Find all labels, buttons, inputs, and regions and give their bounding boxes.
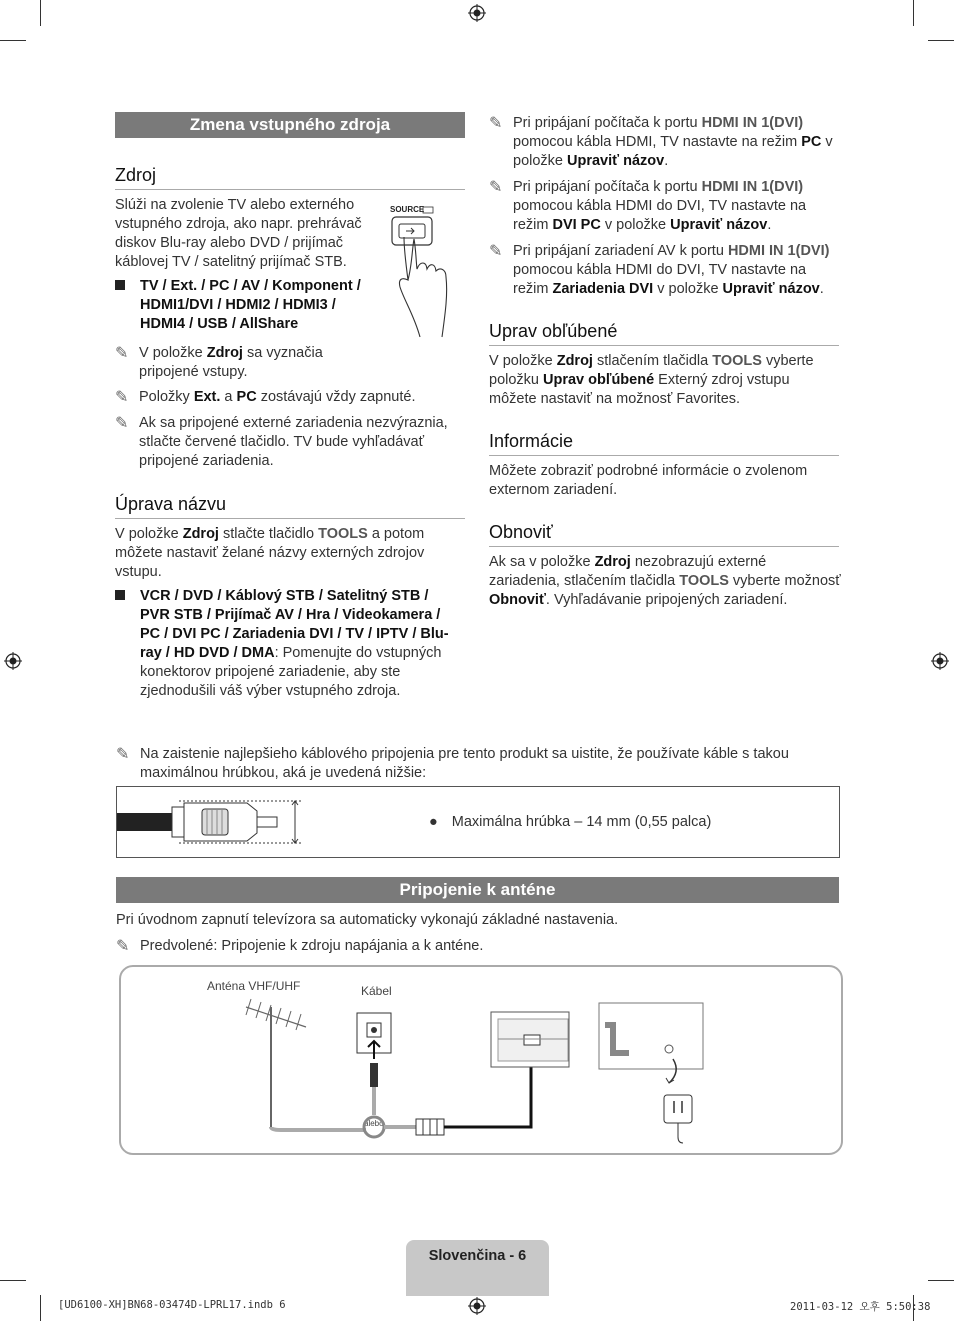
note-cable-thickness: [116, 745, 816, 783]
label-cable: Kábel: [361, 984, 392, 998]
page-number-label: Slovenčina - 6: [428, 1248, 527, 1264]
pencil-note-icon: ✎: [115, 389, 129, 406]
note-text: zostávajú vždy zapnuté.: [256, 389, 416, 405]
obnovit-paragraph: [489, 553, 841, 610]
zdroj-intro: Slúži na zvolenie TV alebo externého vstupného zdroja, ako napr. prehrávač diskov Blu-ray alebo DVD / prijímač káblovej TV / satelitný prijímač STB.: [115, 197, 362, 270]
menu-item-name: Upraviť názov: [567, 153, 665, 169]
note-text: a: [220, 389, 237, 405]
pencil-note-icon: ✎: [115, 415, 129, 432]
note-bold-pc: PC: [236, 389, 257, 405]
page-number-tab: [406, 1240, 549, 1296]
antenna-diagram-box: [119, 965, 843, 1155]
registration-mark-icon: [4, 652, 22, 670]
paragraph-text: . Vyhľadávanie pripojených zariadení.: [545, 592, 788, 608]
antenna-connection-diagram: [121, 967, 837, 1149]
registration-mark-icon: [468, 1297, 486, 1315]
port-name: HDMI IN 1(DVI): [727, 243, 830, 259]
paragraph-text: V položke: [489, 353, 557, 369]
menu-item-name: Upraviť názov: [670, 217, 768, 233]
note-hdmi-pc: [489, 114, 841, 171]
note-text: .: [664, 153, 669, 169]
pencil-note-icon: ✎: [489, 179, 503, 196]
source-button-illustration: [390, 205, 465, 340]
section-title-input-source: Zmena vstupného zdroja: [115, 112, 465, 138]
device-names-bullet: [115, 587, 455, 701]
source-list-bullet: [115, 277, 375, 334]
heading-zdroj: Zdroj: [115, 165, 465, 190]
note-text: Predvolené: Pripojenie k zdroju napájania a k anténe.: [140, 938, 484, 954]
hdmi-notes: [489, 114, 841, 299]
note-text: .: [819, 281, 824, 297]
bold-zdroj: Zdroj: [556, 353, 593, 369]
paragraph-text: a potom môžete nastaviť želané názvy externých zdrojov vstupu.: [115, 526, 425, 580]
bold-tools: TOOLS: [712, 353, 762, 369]
note-text: Pri pripájaní počítača k portu: [513, 115, 702, 131]
note-text: sa vyznačia pripojené vstupy.: [139, 345, 323, 380]
bullet-dot-icon: ●: [429, 814, 438, 830]
heading-informacie: Informácie: [489, 431, 839, 456]
bold-zdroj: Zdroj: [182, 526, 219, 542]
note-text: pomocou kábla HDMI do DVI, TV nastavte na režim: [513, 198, 807, 233]
note-text: Ak sa pripojené externé zariadenia nezvýraznia, stlačte červené tlačidlo. TV bude vyhľadávať pripojené zariadenia.: [139, 415, 448, 469]
crop-mark: [40, 1295, 41, 1321]
pencil-note-icon: ✎: [489, 115, 503, 132]
footer-file-name: [UD6100-XH]BN68-03474D-LPRL17.indb 6: [58, 1299, 286, 1311]
informacie-paragraph: Môžete zobraziť podrobné informácie o zvolenom externom zariadení.: [489, 463, 808, 498]
cable-spec-item: [429, 813, 711, 832]
note-bold-zdroj: Zdroj: [206, 345, 243, 361]
antenna-icon: [246, 999, 366, 1130]
note-bold-ext: Ext.: [193, 389, 221, 405]
menu-item-name: Upraviť názov: [722, 281, 820, 297]
note-text: .: [767, 217, 772, 233]
mode-name: DVI PC: [552, 217, 601, 233]
note-hdmi-dvi-pc: [489, 178, 841, 235]
paragraph-text: V položke: [115, 526, 183, 542]
crop-mark: [928, 1280, 954, 1281]
hand-pressing-button-icon: [390, 205, 465, 340]
port-name: HDMI IN 1(DVI): [701, 179, 804, 195]
crop-mark: [0, 40, 26, 41]
bullet-square-icon: [115, 280, 125, 290]
paragraph-text: stlačením tlačidla: [592, 353, 713, 369]
uprava-paragraph: [115, 525, 435, 582]
cable-spec-text: Maximálna hrúbka – 14 mm (0,55 palca): [451, 814, 712, 830]
note-default-connection: [116, 937, 839, 956]
cable-spec-box: [116, 786, 840, 858]
footer-timestamp: 2011-03-12 오후 5:50:38: [790, 1301, 931, 1313]
bold-obnovit: Obnoviť: [489, 592, 546, 608]
crop-mark: [913, 0, 914, 26]
bold-zdroj: Zdroj: [594, 554, 631, 570]
heading-uprava-nazvu: Úprava názvu: [115, 494, 465, 519]
note-text: Pri pripájaní počítača k portu: [513, 179, 702, 195]
pencil-note-icon: ✎: [489, 243, 503, 260]
bullet-square-icon: [115, 590, 125, 600]
crop-mark: [40, 0, 41, 26]
port-name: HDMI IN 1(DVI): [701, 115, 804, 131]
note-hdmi-dvi-av: [489, 242, 841, 299]
pencil-note-icon: ✎: [115, 345, 129, 362]
mode-name: PC: [801, 134, 822, 150]
note-text: v položke: [600, 217, 671, 233]
paragraph-text: Externý zdroj vstupu môžete nastaviť na možnosť Favorites.: [489, 372, 790, 407]
heading-obnovit: Obnoviť: [489, 522, 839, 547]
note-red-button: [115, 414, 465, 471]
label-or: alebo: [364, 1119, 384, 1128]
bold-uprav-oblubene: Uprav obľúbené: [543, 372, 655, 388]
heading-uprav-oblubene: Uprav obľúbené: [489, 321, 839, 346]
crop-mark: [0, 1280, 26, 1281]
pencil-note-icon: ✎: [116, 938, 130, 955]
device-names-description: : Pomenujte do vstupných konektorov pripojené zariadenie, aby ste zjednodušili váš výber vstupného zdroja.: [140, 645, 442, 699]
antenna-intro: Pri úvodnom zapnutí televízora sa automaticky vykonajú základné nastavenia.: [116, 912, 619, 928]
note-text: Na zaistenie najlepšieho káblového pripojenia pre tento produkt sa uistite, že používate káble s takou maximálnou hrúbkou, aká je uvedená nižšie:: [140, 746, 789, 781]
paragraph-text: Ak sa v položke: [489, 554, 595, 570]
paragraph-text: vyberte možnosť: [728, 573, 841, 589]
note-text: v položke: [653, 281, 723, 297]
coax-plug-icon: [117, 797, 317, 847]
note-text: V položke: [139, 345, 207, 361]
section-title-antenna: Pripojenie k anténe: [116, 877, 839, 903]
pencil-note-icon: ✎: [116, 746, 130, 763]
note-highlighted-inputs: [115, 344, 355, 382]
source-button-label: SOURCE: [390, 205, 425, 214]
registration-mark-icon: [468, 4, 486, 22]
crop-mark: [928, 40, 954, 41]
label-antenna-vhf-uhf: Anténa VHF/UHF: [207, 979, 301, 993]
bold-tools: TOOLS: [318, 526, 368, 542]
paragraph-text: stlačte tlačidlo: [218, 526, 319, 542]
device-names-list: VCR / DVD / Káblový STB / Satelitný STB / PVR STB / Prijímač AV / Hra / Videokamera / PC / DVI PC / Zariadenia DVI / TV / IPTV / Blu-ray / HD DVD / DMA: [140, 588, 449, 661]
note-text: Položky: [139, 389, 194, 405]
source-list-text: TV / Ext. / PC / AV / Komponent / HDMI1/DVI / HDMI2 / HDMI3 / HDMI4 / USB / AllShare: [140, 278, 361, 332]
note-text: Pri pripájaní zariadení AV k portu: [513, 243, 728, 259]
note-text: pomocou kábla HDMI, TV nastavte na režim: [513, 134, 802, 150]
note-text: pomocou kábla HDMI do DVI, TV nastavte na režim: [513, 262, 807, 297]
note-text: v položke: [513, 134, 833, 169]
oblubene-paragraph: [489, 352, 839, 409]
paragraph-text: vyberte položku: [489, 353, 814, 388]
paragraph-text: nezobrazujú externé zariadenia, stlačením tlačidla: [489, 554, 767, 589]
bold-tools: TOOLS: [679, 573, 729, 589]
cable-wall-socket-icon: [357, 1013, 391, 1115]
mode-name: Zariadenia DVI: [552, 281, 654, 297]
registration-mark-icon: [931, 652, 949, 670]
note-always-on: [115, 388, 465, 407]
